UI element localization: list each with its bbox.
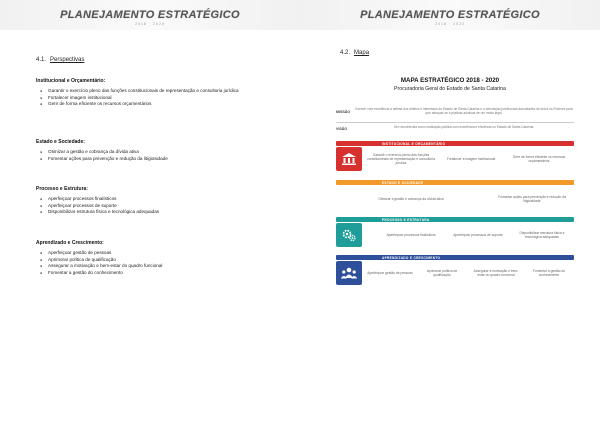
missao-text: Exercer com excelência a defesa dos direitos e interesses do Estado de Santa Catarina e a orientação jurídica das autoridades de todos os Poderes para que adequar-se à práticas adotivas de um modo legal. [355,107,573,116]
group-title: Institucional e Orçamentário: [36,78,106,84]
section-heading [340,50,369,56]
objective-box: Garantir o exercício pleno das funções constitucionais de representação e consultoria jurídica [367,152,435,166]
objective-box: Fomentar a gestão do conhecimento [532,268,566,277]
list-item: ● Aperfeiçoar processos finalísticos [48,196,286,203]
band-institucional [336,141,574,146]
header-subtitle: 2018 · 2020 [435,22,465,26]
list-item: ● Fomentar ações para prevenção e redução da litigiosidade [48,156,286,163]
perspective-group-institucional [36,78,286,108]
list-item: ● Otimizar a gestão e cobrança da dívida ativa [48,149,286,156]
band-label: ESTADO E SOCIEDADE [382,180,424,185]
objective-box: Aperfeiçoar processos finalísticos [386,232,436,237]
objective-box: Gerir de forma eficiente os recursos orçamentários [512,154,566,163]
section-number: 4.2. [340,50,351,56]
objective-box: Fomentar ações para prevenção e redução da litigiosidade [498,194,566,203]
header-banner [0,0,300,30]
section-title[interactable]: Mapa [354,50,370,56]
header-title: PLANEJAMENTO ESTRATÉGICO [60,9,240,21]
group-title: Aprendizado e Crescimento: [36,240,104,246]
list-item: ● Gerir de forma eficiente os recursos orçamentários [48,101,286,108]
objective-box: Aprimorar política de qualificação [426,268,458,277]
perspective-group-estado [36,139,286,162]
band-label: INSTITUCIONAL E ORÇAMENTÁRIO [382,141,446,146]
band-estado [336,180,574,185]
objective-box: Aperfeiçoar gestão de pessoas [367,270,413,275]
right-page [300,0,600,424]
objective-box: Fortalecer a imagem institucional [446,156,496,161]
list-item: ● Disponibilizar estrutura física e tecnológica adequadas [48,209,286,216]
objective-box: Assegurar a motivação e bem-estar do quadro funcional [473,268,519,277]
people-icon [336,261,362,285]
group-title: Estado e Sociedade: [36,139,85,145]
perspective-group-aprendizado [36,240,286,276]
section-heading [36,57,84,63]
list-item: ● Aperfeiçoar gestão de pessoas [48,250,286,257]
band-label: APRENDIZADO E CRESCIMENTO [382,255,441,260]
list-item: ● Assegurar a motivação e bem-estar do quadro funcional [48,263,286,270]
perspective-group-processo [36,186,286,216]
map-subtitle: Procuradoria Geral do Estado de Santa Catarina [394,86,506,92]
section-number: 4.1. [36,57,47,63]
list-item: ● Aperfeiçoar processos de suporte [48,203,286,210]
group-title: Processo e Estrutura: [36,186,88,192]
visao-label: VISÃO [336,127,348,131]
list-item: ● Fomentar a gestão do conhecimento [48,270,286,277]
band-label: PROCESSO E ESTRUTURA [382,217,430,222]
list-item: ● Garantir o exercício pleno das funções constitucionais de representação e consultoria jurídica [48,88,286,95]
missao-label: MISSÃO [336,110,351,114]
band-processo [336,217,574,222]
map-title: MAPA ESTRATÉGICO 2018 - 2020 [400,77,500,84]
band-aprendizado [336,255,574,260]
visao-row [336,124,574,136]
objective-box: Disponibilizar estrutura física e tecnológica adequadas [519,230,565,239]
divider [336,122,574,123]
header-banner [300,0,600,30]
bank-icon [336,147,362,171]
list-item: ● Aprimorar política de qualificação [48,257,286,264]
header-subtitle: 2018 · 2020 [135,22,165,26]
header-title: PLANEJAMENTO ESTRATÉGICO [360,9,540,21]
objective-box: Otimizar a gestão e cobrança da dívida ativa [378,196,444,201]
list-item: ● Fortalecer imagem institucional [48,95,286,102]
section-title[interactable]: Perspectivas [50,57,85,63]
gears-icon [336,223,362,247]
visao-text: Ser reconhecida como instituição pública com excelência e eficiência no Estado de Santa Catarina. [393,125,535,129]
missao-row [336,107,574,119]
objective-box: Aperfeiçoar processos de suporte [453,232,503,237]
